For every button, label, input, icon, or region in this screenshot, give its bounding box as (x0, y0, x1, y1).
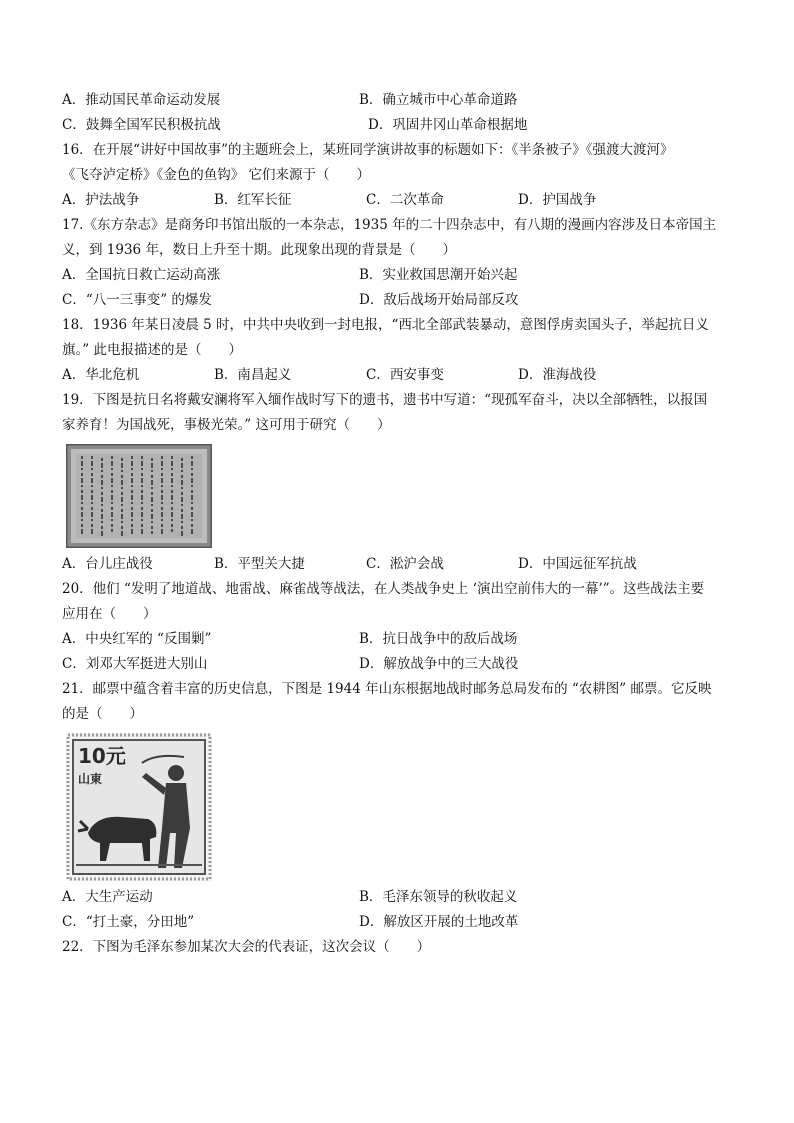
q20-options-row-2 (62, 652, 734, 677)
q19-stem-line-2: 家养育！为国战死，事极光荣。” 这可用于研究（ ） (62, 417, 391, 433)
q17-stem-line-2: 义，到 1936 年，数日上升至十期。此现象出现的背景是（ ） (62, 242, 456, 258)
q15-option-d[interactable]: D．巩固井冈山革命根据地 (368, 117, 528, 133)
q17-option-c[interactable]: C．“八一三事变” 的爆发 (62, 292, 212, 308)
q18-stem-line-2: 旗。” 此电报描述的是（ ） (62, 342, 242, 358)
q17-option-d[interactable]: D．敌后战场开始局部反攻 (359, 292, 519, 308)
q17-options-row-1 (62, 263, 734, 288)
stamp-region-text: 山東 (78, 772, 103, 786)
q18-options (62, 363, 734, 388)
q16-options (62, 188, 734, 213)
handwritten-letter-picture (66, 444, 212, 548)
q17-stem-line-1: 17.《东方杂志》是商务印书馆出版的一本杂志，1935 年的二十四杂志中，有八期的漫画内容涉及日本帝国主 (62, 217, 717, 233)
q19-option-d[interactable]: D．中国远征军抗战 (518, 556, 637, 572)
q21-option-a[interactable]: A．大生产运动 (62, 889, 153, 905)
q19-option-a[interactable]: A．台儿庄战役 (62, 556, 153, 572)
q15-option-a[interactable]: A．推动国民革命运动发展 (62, 92, 221, 108)
q21-options-row-2 (62, 910, 734, 935)
q20-stem-line-2: 应用在（ ） (62, 606, 157, 622)
q16-option-d[interactable]: D．护国战争 (518, 192, 597, 208)
q16-stem-line-2: 《飞夺泸定桥》《金色的鱼钩》 它们来源于（ ） (62, 167, 371, 183)
q15-option-c[interactable]: C．鼓舞全国军民积极抗战 (62, 117, 221, 133)
q15-options-row-2 (62, 113, 734, 138)
q19-options (62, 552, 734, 577)
q19-letter-image (66, 444, 212, 548)
q20-option-c[interactable]: C．刘邓大军挺进大别山 (62, 656, 208, 672)
q18-option-b[interactable]: B．南昌起义 (214, 367, 292, 383)
farming-stamp-picture (66, 733, 212, 881)
q19-option-b[interactable]: B．平型关大捷 (214, 556, 305, 572)
q16-stem-line-1: 16．在开展“讲好中国故事”的主题班会上，某班同学演讲故事的标题如下：《半条被子》《强渡大渡河》 (62, 142, 674, 158)
q15-option-b[interactable]: B．确立城市中心革命道路 (359, 92, 518, 108)
q21-option-b[interactable]: B．毛泽东领导的秋收起义 (359, 889, 518, 905)
q20-options-row-1 (62, 627, 734, 652)
stamp-value-text: 10元 (78, 744, 126, 768)
q21-option-c[interactable]: C．“打土豪，分田地” (62, 914, 195, 930)
q20-option-a[interactable]: A．中央红军的 “反围剿” (62, 631, 212, 647)
q20-option-d[interactable]: D．解放战争中的三大战役 (359, 656, 519, 672)
q16-option-b[interactable]: B．红军长征 (214, 192, 292, 208)
q17-option-a[interactable]: A．全国抗日救亡运动高涨 (62, 267, 221, 283)
q15-options-row-1 (62, 88, 734, 113)
q21-stem-line-1: 21．邮票中蕴含着丰富的历史信息，下图是 1944 年山东根据地战时邮务总局发布的 “农耕图” 邮票。它反映 (62, 681, 712, 697)
exam-page (62, 88, 734, 960)
q21-stamp-image (66, 733, 212, 881)
q20-option-b[interactable]: B．抗日战争中的敌后战场 (359, 631, 518, 647)
q22-stem-line-1: 22．下图为毛泽东参加某次大会的代表证，这次会议（ ） (62, 939, 431, 955)
q19-stem-line-1: 19．下图是抗日名将戴安澜将军入缅作战时写下的遗书，遗书中写道：“现孤军奋斗，决以全部牺牲，以报国 (62, 392, 708, 408)
q18-option-d[interactable]: D．淮海战役 (518, 367, 597, 383)
q18-option-c[interactable]: C．西安事变 (366, 367, 444, 383)
q17-options-row-2 (62, 288, 734, 313)
q21-option-d[interactable]: D．解放区开展的土地改革 (359, 914, 519, 930)
q18-stem-line-1: 18．1936 年某日凌晨 5 时，中共中央收到一封电报，“西北全部武装暴动，意图俘虏卖国头子，举起抗日义 (62, 317, 709, 333)
q16-option-c[interactable]: C．二次革命 (366, 192, 444, 208)
q17-option-b[interactable]: B．实业救国思潮开始兴起 (359, 267, 518, 283)
q21-stem-line-2: 的是（ ） (62, 706, 143, 722)
q19-option-c[interactable]: C．淞沪会战 (366, 556, 444, 572)
q20-stem-line-1: 20．他们 “发明了地道战、地雷战、麻雀战等战法，在人类战争史上 ‘演出空前伟大的一幕’”。这些战法主要 (62, 581, 705, 597)
q21-options-row-1 (62, 885, 734, 910)
q18-option-a[interactable]: A．华北危机 (62, 367, 140, 383)
q16-option-a[interactable]: A．护法战争 (62, 192, 140, 208)
